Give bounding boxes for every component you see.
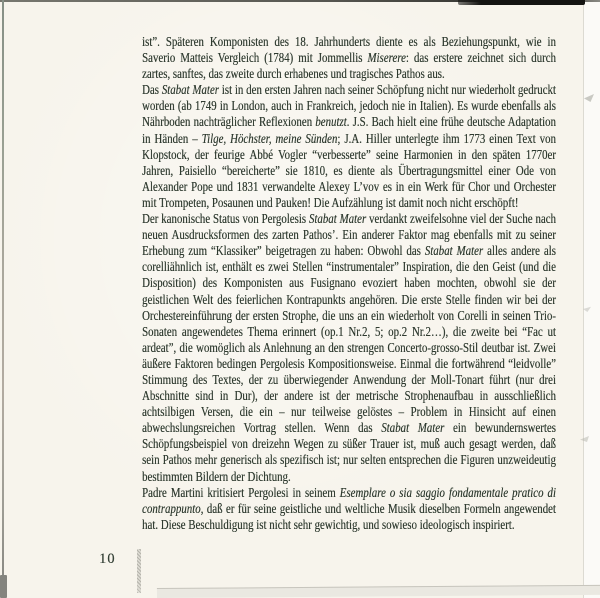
paragraph — [142, 34, 556, 82]
paragraph — [142, 485, 556, 533]
italic-text-run: Stabat Mater — [161, 82, 219, 98]
italic-text-run: Stabat Mater — [381, 420, 445, 436]
text-run: ist”. Späteren Komponisten des 18. Jahrhunderts diente es als Beziehungspunkt, wie in Saverio Matteis Vergleich (1784) mit Jommellis — [142, 34, 556, 66]
text-block — [142, 34, 556, 533]
text-run: . J.S. Bach hielt eine frühe deutsche Adaptation in Händen – — [142, 114, 556, 146]
text-run: ; J.A. Hiller unterlegte ihm 1773 einen Text von Klopstock, der feurige Abbé Vogler “verbesserte” seine Harmonien in den späten 1770er Jahren, Paisiello “bereicherte” sie 1810, es diente als Übertragungsmittel einer Ode von Alexander Pope und 1831 verwandelte Alexey L’vov es in ein Werk für Chor und Orchester mit Trompeten, Posaunen und Pauken! Die Aufzählung ist damit noch nicht erschöpft! — [142, 130, 556, 210]
text-run: Der kanonische Status von Pergolesis — [142, 211, 309, 227]
italic-text-run: Stabat Mater — [424, 243, 484, 259]
italic-text-run: Stabat Mater — [308, 211, 367, 227]
text-run: alles andere als corelliähnlich ist, enthält es zwei Stellen “instrumentaler” Inspiration, die den Geist (und die Disposition) des Komponisten aus Fusignano evoziert haben mochten, obwohl sie der geistlichen Welt des feierlichen Kontrapunkts angehören. Die erste Stelle finden wir bei der Orchestereinführung der ersten Strophe, die uns an ein wiederholt von Corelli in seinen Trio-Sonaten angewendetes Thema erinnert (op.1 Nr.2, 5; op.2 Nr.2…), die zweite bei “Fac ut ardeat”, die womöglich als Anlehnung an den strengen Concerto-grosso-Stil deutbar ist. Zwei äußere Faktoren bedingen Pergolesis Kompositionsweise. Einmal die fortwährend “leidvolle” Stimmung des Textes, der zu überwiegender Anwendung der Moll-Tonart führt (nur drei Abschnitte sind in Dur), der andere ist der metrische Strophenaufbau in ausschließlich achtsilbigen Versen, die ein – nur teilweise gelöstes – Problem in Hinsicht auf einen abwechslungsreichen Vortrag stellen. Wenn das — [142, 243, 556, 436]
top-scan-edge-bar — [458, 0, 585, 5]
paragraph — [142, 211, 556, 485]
page-number: 10 — [99, 551, 116, 567]
text-run: : das erstere zeichnet sich durch zartes, sanftes, das zweite durch erhabenes und tragisches Pathos aus. — [142, 50, 556, 82]
gutter-fold-line — [2, 0, 4, 598]
page-edge-strip — [583, 0, 600, 598]
text-run: , daß er für seine geistliche und weltliche Musik dieselben Formeln angewendet hat. Diese Beschuldigung ist nicht sehr gewichtig, und sowieso ideologisch inspiriert. — [142, 500, 556, 532]
italic-text-run: benutzt — [315, 114, 347, 130]
bottom-page-edge-strip — [157, 585, 600, 598]
paragraph — [142, 82, 556, 211]
text-run: ist in den ersten Jahren nach seiner Schöpfung nicht nur wiederholt gedruckt worden (ab 1749 in London, auch in Frankreich, jedoch nie in Italien). Es wurde ebenfalls als Nährboden nachträglicher Reflexionen — [142, 82, 556, 130]
gutter-smudge — [0, 575, 7, 598]
text-run: verdankt zweifelsohne viel der Suche nach neuen Ausdrucksformen des zarten Pathos’. Ein anderer Faktor mag ebenfalls mit zu seiner Erhebung zum “Klassiker” beigetragen zu haben: Obwohl das — [142, 211, 556, 259]
italic-text-run: Miserere — [367, 50, 406, 66]
text-run: Das — [142, 82, 162, 98]
italic-text-run: Tilge, Höchster, meine Sünden — [201, 130, 338, 146]
folio-divider-rule — [137, 549, 141, 593]
italic-text-run: Esemplare o sia saggio fondamentale pratico di contrappunto — [142, 484, 556, 516]
text-run: Padre Martini kritisiert Pergolesi in seinem — [142, 484, 340, 500]
text-run: ein bewundernswertes Schöpfungsbeispiel von dreizehn Wegen zu süßer Trauer ist, muß auch gesagt werden, daß sein Pathos mehr generisch als spezifisch ist; nur selten entsprechen die Figuren unzweideutig bestimmten Bildern der Dichtung. — [142, 420, 556, 484]
